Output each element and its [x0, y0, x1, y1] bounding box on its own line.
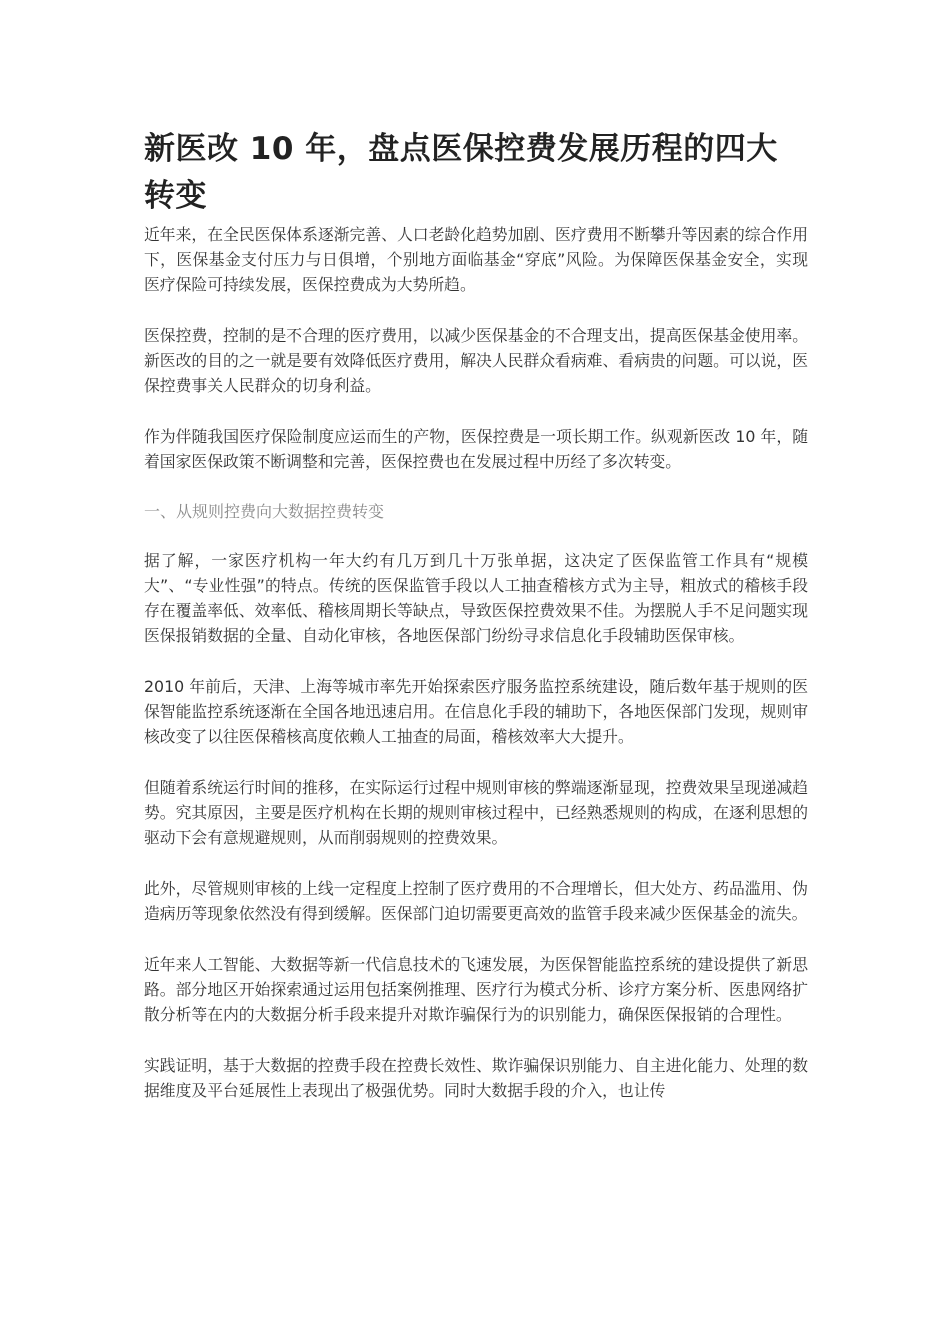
section1-paragraph-1: 据了解，一家医疗机构一年大约有几万到几十万张单据，这决定了医保监管工作具有“规模大”、“专业性强”的特点。传统的医保监管手段以人工抽查稽核方式为主导，粗放式的稽核手段存在覆盖率低、效率低、稽核周期长等缺点，导致医保控费效果不佳。为摆脱人手不足问题实现医保报销数据的全量、自动化审核，各地医保部门纷纷寻求信息化手段辅助医保审核。	[144, 551, 808, 645]
section1-paragraph-5: 近年来人工智能、大数据等新一代信息技术的飞速发展，为医保智能监控系统的建设提供了新思路。部分地区开始探索通过运用包括案例推理、医疗行为模式分析、诊疗方案分析、医患网络扩散分析等在内的大数据分析手段来提升对欺诈骗保行为的识别能力，确保医保报销的合理性。	[144, 955, 808, 1024]
section1-paragraph-6: 实践证明，基于大数据的控费手段在控费长效性、欺诈骗保识别能力、自主进化能力、处理的数据维度及平台延展性上表现出了极强优势。同时大数据手段的介入，也让传	[144, 1056, 808, 1100]
section1-paragraph-4: 此外，尽管规则审核的上线一定程度上控制了医疗费用的不合理增长，但大处方、药品滥用、伪造病历等现象依然没有得到缓解。医保部门迫切需要更高效的监管手段来减少医保基金的流失。	[144, 879, 808, 923]
intro-paragraph-1: 近年来，在全民医保体系逐渐完善、人口老龄化趋势加剧、医疗费用不断攀升等因素的综合作用下，医保基金支付压力与日俱增，个别地方面临基金“穿底”风险。为保障医保基金安全，实现医疗保险可持续发展，医保控费成为大势所趋。	[144, 225, 808, 294]
intro-paragraph-2: 医保控费，控制的是不合理的医疗费用，以减少医保基金的不合理支出，提高医保基金使用率。新医改的目的之一就是要有效降低医疗费用，解决人民群众看病难、看病贵的问题。可以说，医保控费事关人民群众的切身利益。	[144, 326, 808, 395]
section1-paragraph-2: 2010 年前后，天津、上海等城市率先开始探索医疗服务监控系统建设，随后数年基于规则的医保智能监控系统逐渐在全国各地迅速启用。在信息化手段的辅助下，各地医保部门发现，规则审核改变了以往医保稽核高度依赖人工抽查的局面，稽核效率大大提升。	[144, 677, 808, 746]
article-title: 新医改 10 年，盘点医保控费发展历程的四大转变	[144, 131, 778, 214]
section1-paragraph-3: 但随着系统运行时间的推移，在实际运行过程中规则审核的弊端逐渐显现，控费效果呈现递减趋势。究其原因，主要是医疗机构在长期的规则审核过程中，已经熟悉规则的构成，在逐利思想的驱动下会有意规避规则，从而削弱规则的控费效果。	[144, 778, 808, 847]
article	[144, 126, 808, 1129]
intro-paragraph-3: 作为伴随我国医疗保险制度应运而生的产物，医保控费是一项长期工作。纵观新医改 10 年，随着国家医保政策不断调整和完善，医保控费也在发展过程中历经了多次转变。	[144, 427, 808, 471]
section-heading-1: 一、从规则控费向大数据控费转变	[144, 502, 385, 521]
